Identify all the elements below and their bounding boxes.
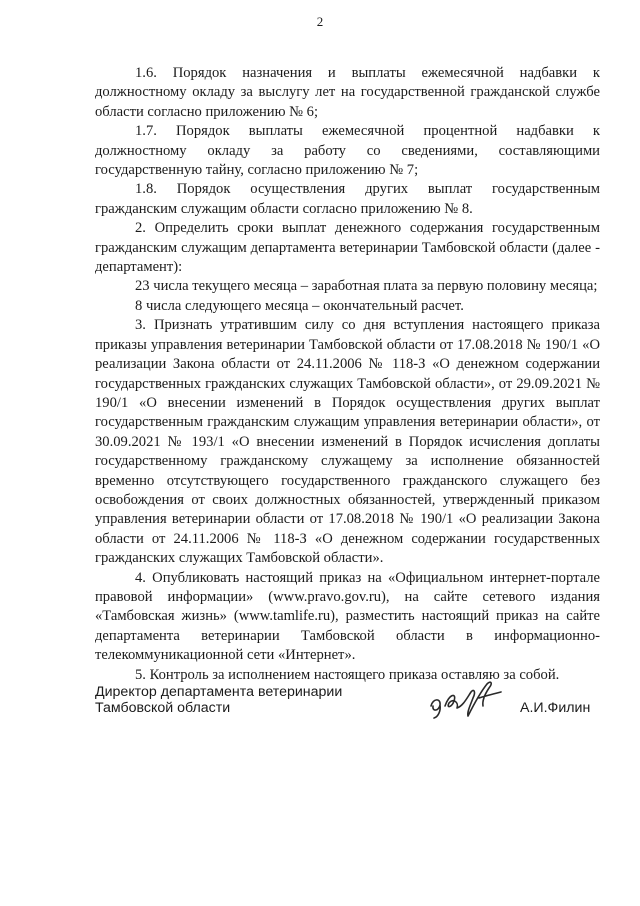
handwritten-signature [427, 676, 513, 720]
paragraph-2-first-payment: 23 числа текущего месяца – заработная плата за первую половину месяца; [135, 278, 598, 295]
paragraph-1-8: 1.8. Порядок осуществления других выплат государственным гражданским служащим области согласно приложению № 8. [95, 181, 600, 217]
paragraph-1-7: 1.7. Порядок выплаты ежемесячной процентной надбавки к должностному окладу за работу со сведениями, составляющими государственную тайну, согласно приложению № 7; [95, 123, 600, 179]
page-number: 2 [316, 14, 324, 29]
document-body [95, 64, 600, 685]
signatory-name: А.И.Филин [520, 700, 591, 716]
paragraph-4: 4. Опубликовать настоящий приказ на «Официальном интернет-портале правовой информации» (www.pravo.gov.ru), на сайте сетевого издания «Тамбовская жизнь» (www.tamlife.ru), разместить настоящий приказ на сайте департамента ветеринарии Тамбовской области в информационно-телекоммуникационной сети «Интернет». [95, 569, 600, 664]
signatory-position-line-1: Директор департамента ветеринарии [95, 684, 343, 700]
signatory-position-line-2: Тамбовской области [95, 700, 231, 716]
paragraph-3: 3. Признать утратившим силу со дня вступления настоящего приказа приказы управления ветеринарии Тамбовской области от 17.08.2018 № 190/1 «О реализации Закона области от 24.11.2006 № 118-З «О денежном содержании государственных гражданских служащих Тамбовской области», от 29.09.2021 № 190/1 «О внесении изменений в Порядок осуществления других выплат государственным гражданским служащим управления ветеринарии области», от 30.09.2021 № 193/1 «О внесении изменений в Порядок исчисления доплаты государственному гражданскому служащему за исполнение обязанностей временно отсутствующего государственного гражданского служащего без освобождения от своих должностных обязанностей, утвержденный приказом управления ветеринарии области от 17.08.2018 № 190/1 «О реализации Закона области от 24.11.2006 № 118-З «О денежном содержании государственных гражданских служащих Тамбовской области». [95, 317, 600, 567]
paragraph-2-final-payment: 8 числа следующего месяца – окончательный расчет. [135, 297, 464, 314]
signature-block [95, 684, 605, 734]
paragraph-1-6: 1.6. Порядок назначения и выплаты ежемесячной надбавки к должностному окладу за выслугу лет на государственной гражданской службе области согласно приложению № 6; [95, 65, 600, 120]
paragraph-5: 5. Контроль за исполнением настоящего приказа оставляю за собой. [135, 666, 560, 683]
paragraph-2: 2. Определить сроки выплат денежного содержания государственным гражданским служащим департамента ветеринарии Тамбовской области (далее - департамент): [95, 220, 600, 276]
signatory-position [95, 684, 375, 716]
